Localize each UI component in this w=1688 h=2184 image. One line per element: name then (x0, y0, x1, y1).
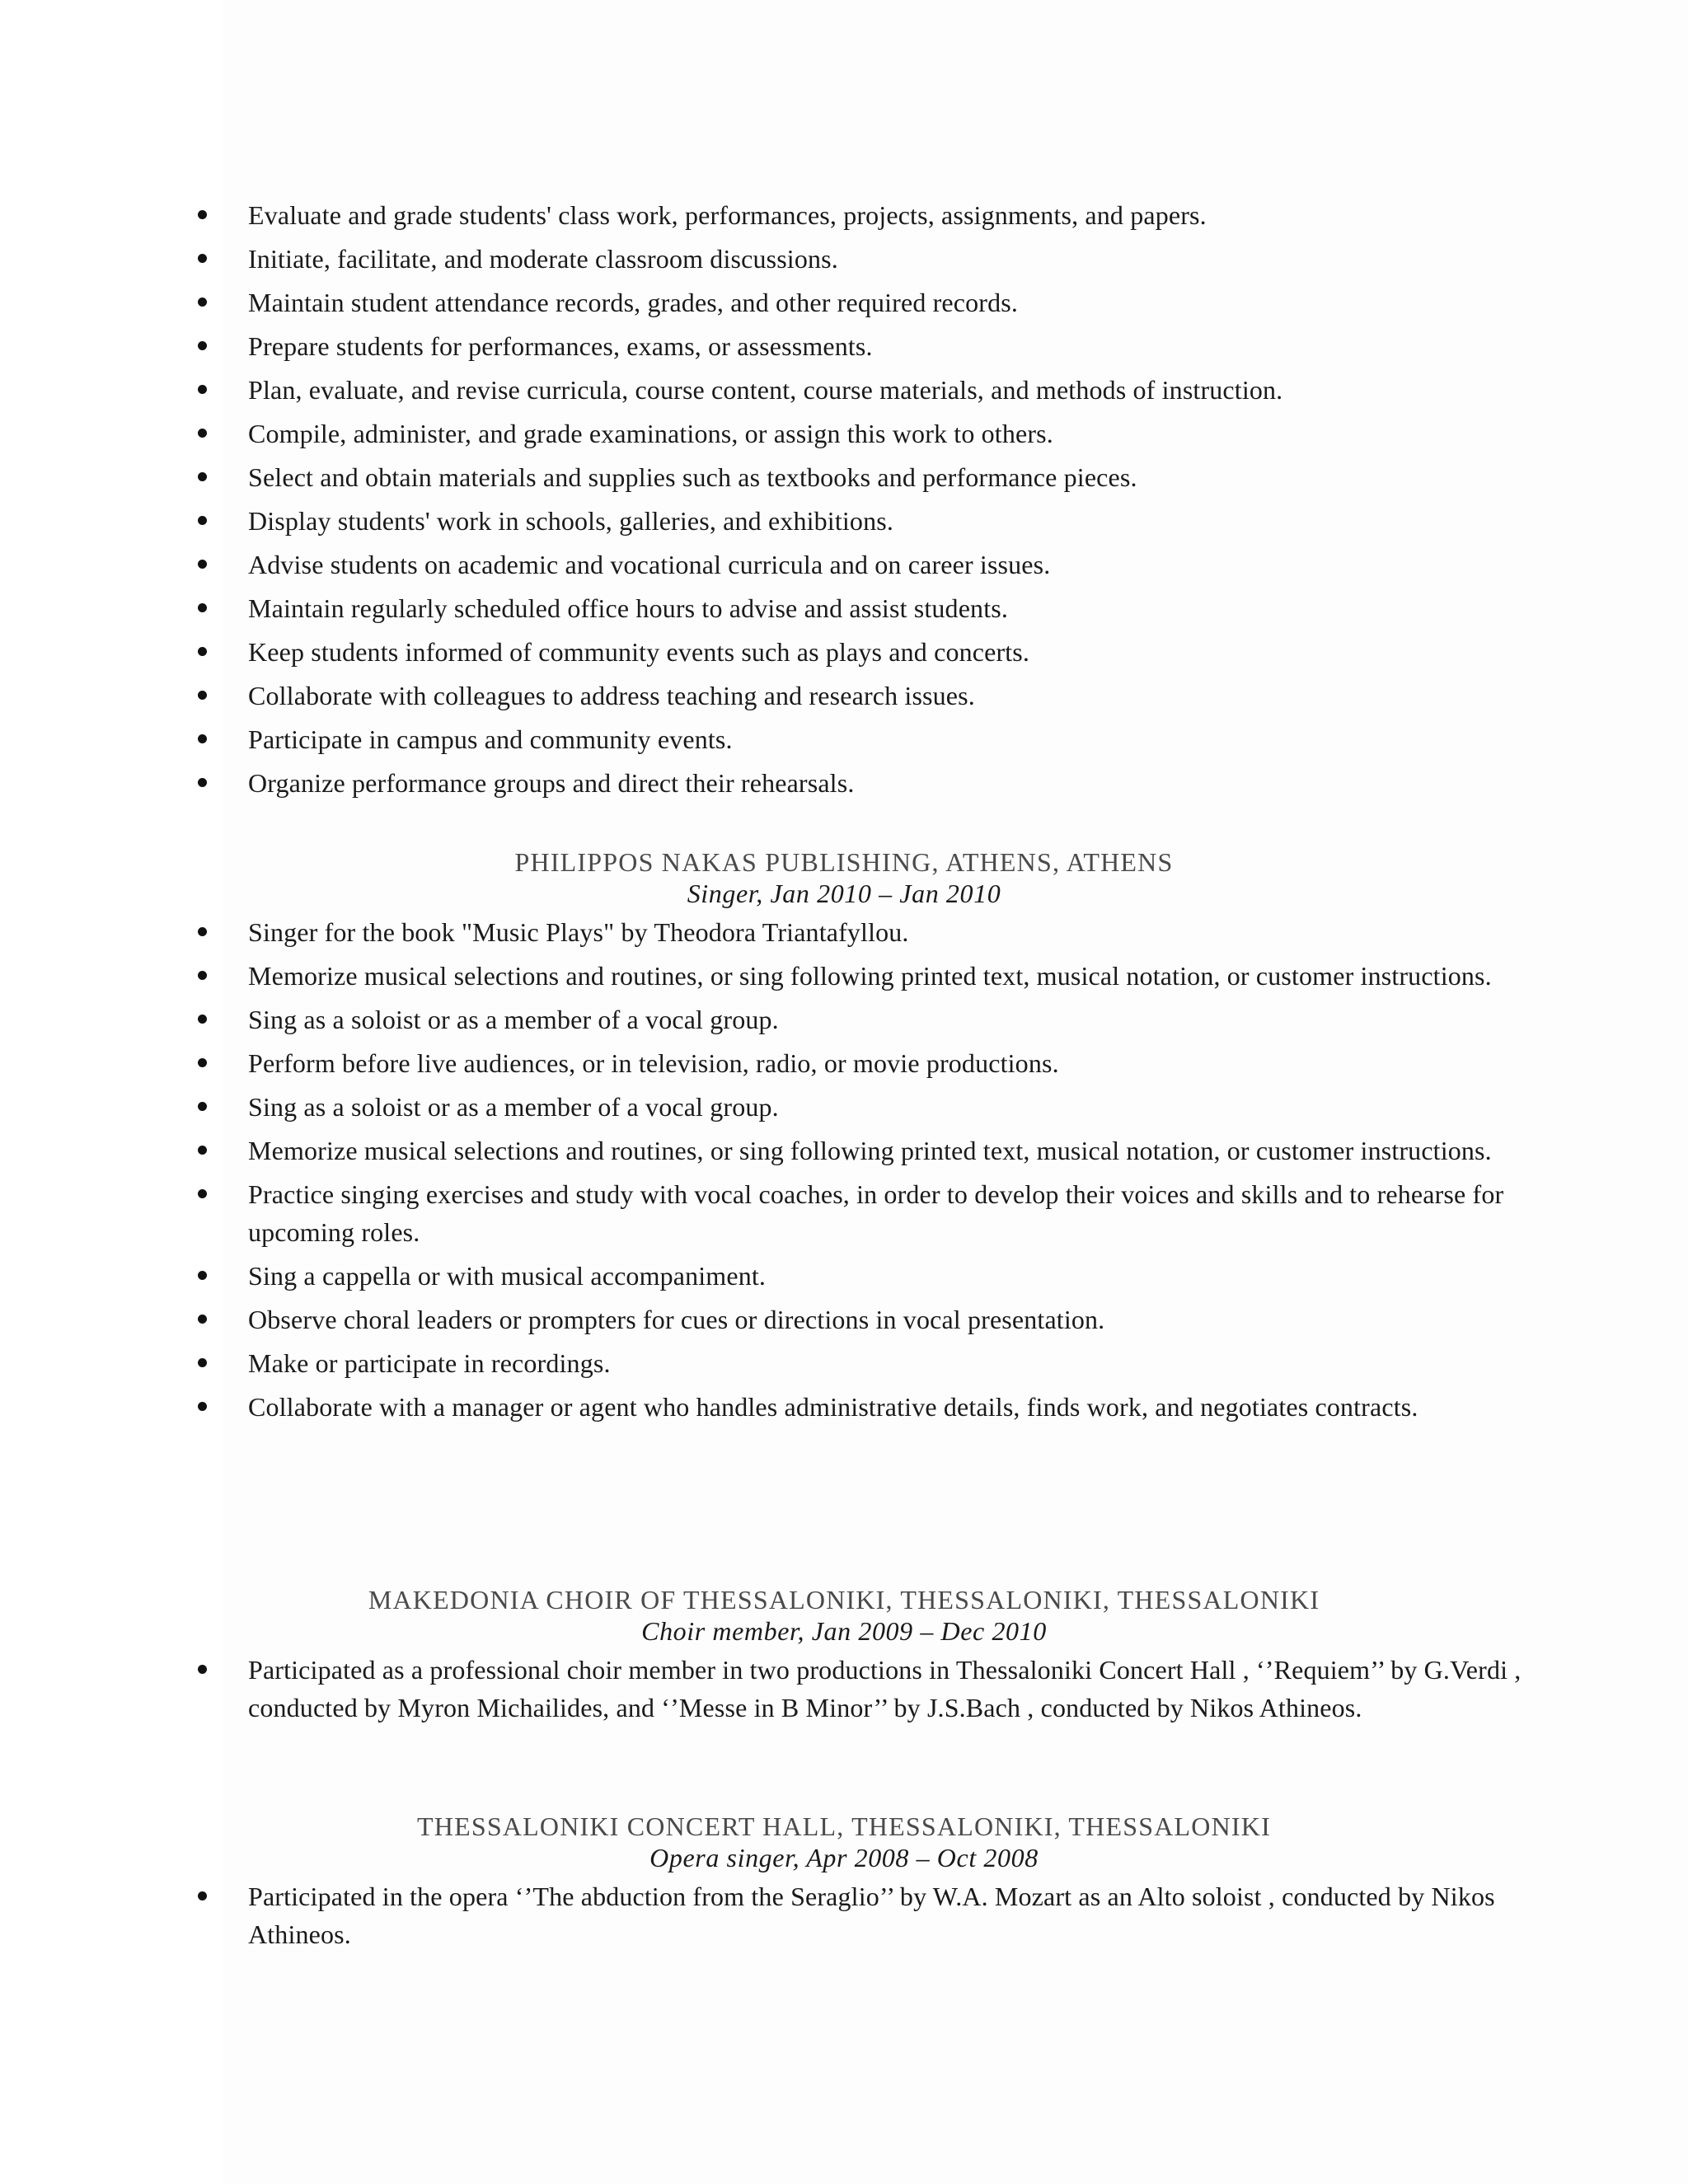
list-item: Plan, evaluate, and revise curricula, course content, course materials, and methods of instruction. (0, 371, 1688, 409)
list-item: Memorize musical selections and routines, or sing following printed text, musical notation, or customer instructions. (0, 957, 1688, 995)
list-item: Evaluate and grade students' class work, performances, projects, assignments, and papers. (0, 196, 1688, 234)
bullet-icon (198, 778, 207, 787)
bullet-icon (198, 1358, 207, 1367)
bullet-icon (198, 1058, 207, 1067)
company-name: THESSALONIKI CONCERT HALL, THESSALONIKI, THESSALONIKI (417, 1811, 1271, 1841)
list-item: Display students' work in schools, galleries, and exhibitions. (0, 502, 1688, 540)
list-item: Maintain student attendance records, grades, and other required records. (0, 284, 1688, 321)
list-item: Advise students on academic and vocational curricula and on career issues. (0, 546, 1688, 583)
list-item: Maintain regularly scheduled office hours to advise and assist students. (0, 589, 1688, 627)
bullet-icon (198, 516, 207, 525)
bullet-icon (198, 472, 207, 481)
bullet-icon (198, 971, 207, 980)
list-item: Perform before live audiences, or in television, radio, or movie productions. (0, 1044, 1688, 1082)
bullet-icon (198, 1189, 207, 1198)
bullet-icon (198, 734, 207, 743)
job-role: Opera singer, Apr 2008 – Oct 2008 (649, 1843, 1039, 1872)
job-role: Singer, Jan 2010 – Jan 2010 (687, 879, 1001, 908)
bullet-icon (198, 1315, 207, 1324)
bullet-icon (198, 1271, 207, 1280)
bullet-icon (198, 385, 207, 394)
bullet-icon (198, 1146, 207, 1155)
bullet-icon (198, 603, 207, 612)
list-item: Keep students informed of community events such as plays and concerts. (0, 633, 1688, 671)
list-item: Organize performance groups and direct their rehearsals. (0, 764, 1688, 802)
bullet-icon (198, 341, 207, 350)
bullet-icon (198, 1665, 207, 1674)
list-item: Compile, administer, and grade examinations, or assign this work to others. (0, 415, 1688, 452)
bullet-icon (198, 429, 207, 438)
company-name: MAKEDONIA CHOIR OF THESSALONIKI, THESSALONIKI, THESSALONIKI (368, 1585, 1320, 1615)
list-item: Initiate, facilitate, and moderate classroom discussions. (0, 240, 1688, 278)
bullet-icon (198, 298, 207, 307)
job-duties-list (0, 913, 1688, 1432)
job-header-makedonia-choir (0, 1584, 1688, 1647)
bullet-icon (198, 1015, 207, 1024)
bullet-icon (198, 1102, 207, 1111)
list-item: Practice singing exercises and study with vocal coaches, in order to develop their voices and skills and to rehearse for upcoming roles. (0, 1175, 1688, 1251)
list-item: Sing a cappella or with musical accompaniment. (0, 1257, 1688, 1295)
job-header-philippos-nakas (0, 846, 1688, 909)
job-header-thessaloniki-concert-hall (0, 1811, 1688, 1873)
bullet-icon (198, 254, 207, 263)
bullet-icon (198, 691, 207, 700)
list-item: Participated in the opera ‘’The abduction from the Seraglio’’ by W.A. Mozart as an Alto soloist , conducted by Nikos Athineos. (0, 1877, 1688, 1953)
list-item: Collaborate with colleagues to address teaching and research issues. (0, 677, 1688, 715)
job-duties-list (0, 1651, 1688, 1732)
list-item: Prepare students for performances, exams, or assessments. (0, 327, 1688, 365)
list-item: Participated as a professional choir member in two productions in Thessaloniki Concert Hall , ‘’Requiem’’ by G.Verdi , conducted by Myron Michailides, and ‘’Messe in B Minor’’ by J.S.Bach , conducted by Nikos Athineos. (0, 1651, 1688, 1727)
list-item: Collaborate with a manager or agent who handles administrative details, finds work, and negotiates contracts. (0, 1388, 1688, 1426)
list-item: Sing as a soloist or as a member of a vocal group. (0, 1001, 1688, 1038)
list-item: Singer for the book "Music Plays" by Theodora Triantafyllou. (0, 913, 1688, 951)
bullet-icon (198, 210, 207, 219)
list-item: Select and obtain materials and supplies such as textbooks and performance pieces. (0, 458, 1688, 496)
list-item: Sing as a soloist or as a member of a vocal group. (0, 1088, 1688, 1126)
list-item: Memorize musical selections and routines, or sing following printed text, musical notation, or customer instructions. (0, 1132, 1688, 1169)
list-item: Make or participate in recordings. (0, 1344, 1688, 1382)
job-role: Choir member, Jan 2009 – Dec 2010 (641, 1616, 1047, 1646)
teaching-duties-list (0, 196, 1688, 808)
list-item: Participate in campus and community events. (0, 720, 1688, 758)
list-item: Observe choral leaders or prompters for cues or directions in vocal presentation. (0, 1301, 1688, 1338)
bullet-icon (198, 927, 207, 936)
bullet-icon (198, 647, 207, 656)
bullet-icon (198, 1402, 207, 1411)
bullet-icon (198, 1891, 207, 1900)
job-duties-list (0, 1877, 1688, 1959)
company-name: PHILIPPOS NAKAS PUBLISHING, ATHENS, ATHENS (514, 847, 1174, 877)
bullet-icon (198, 560, 207, 569)
